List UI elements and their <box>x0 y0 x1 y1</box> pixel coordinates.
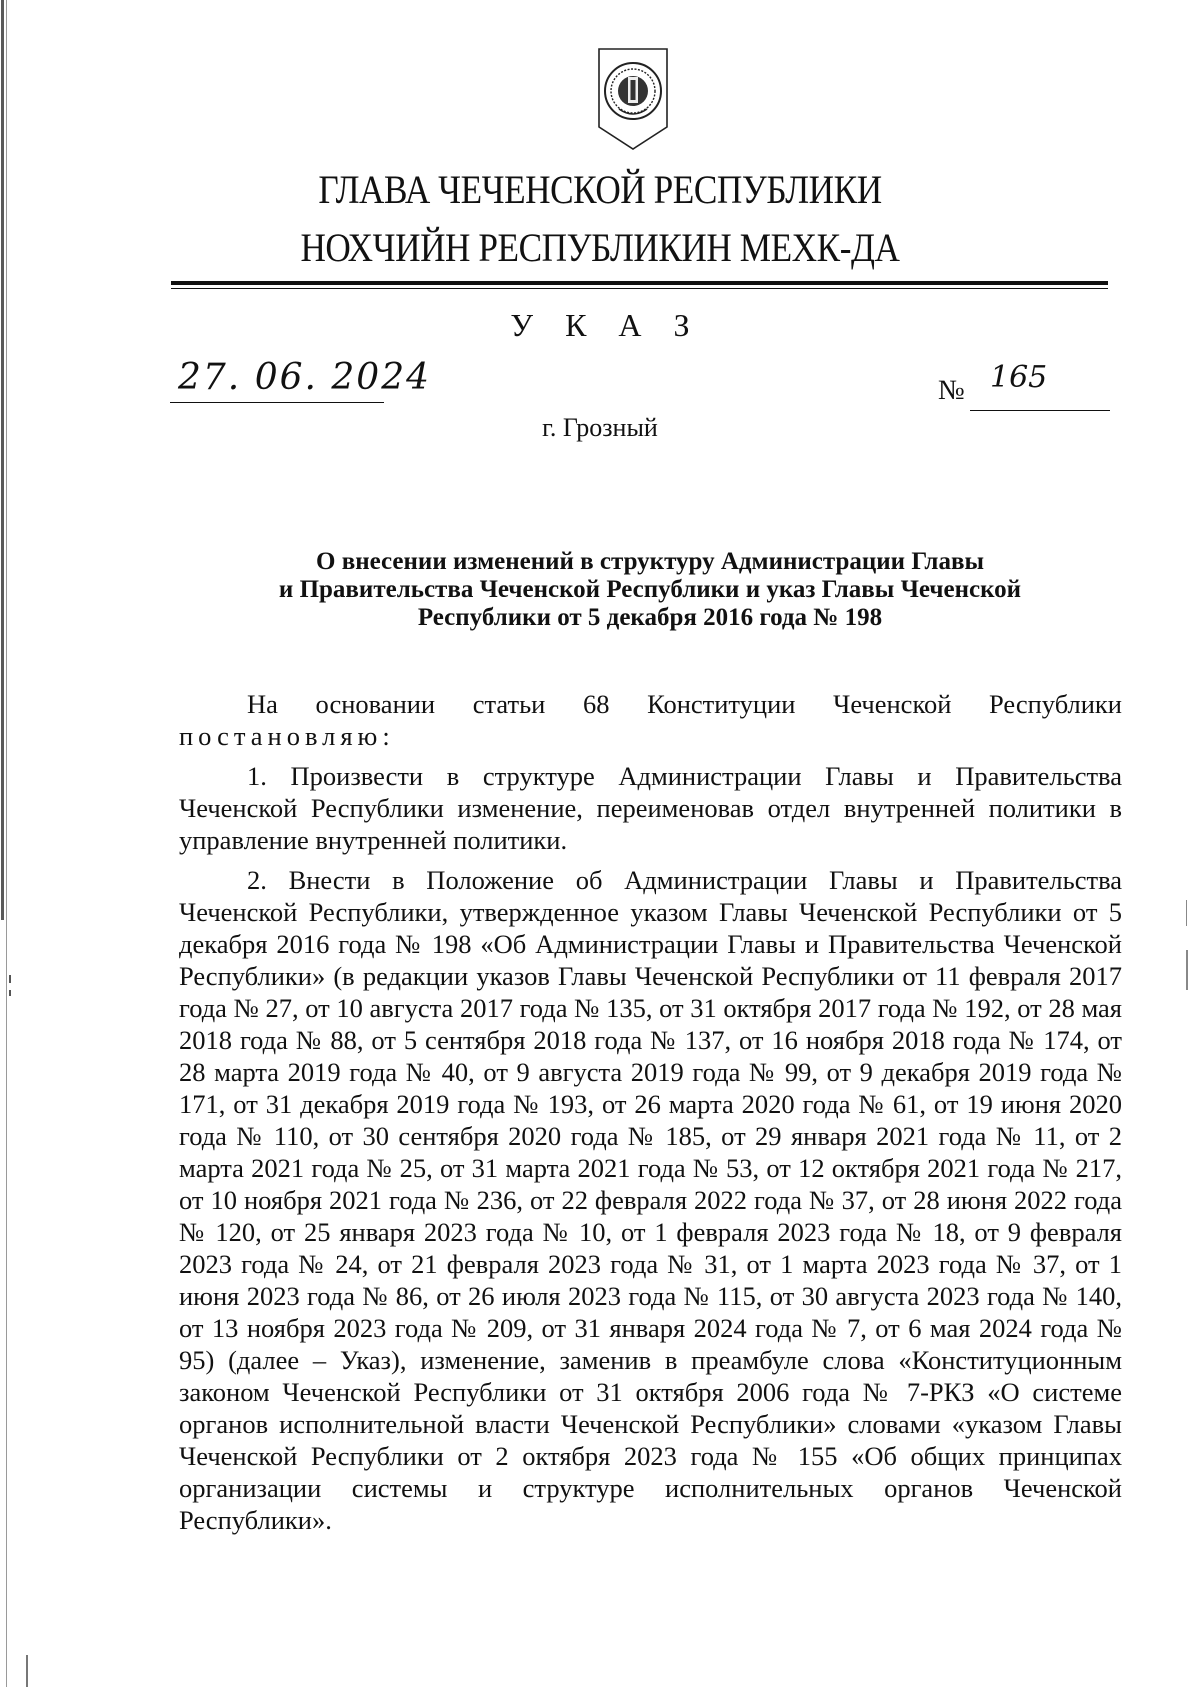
preamble-text: На основании статьи 68 Конституции Чеченской Республики <box>247 689 1122 719</box>
item-1-paragraph: 1. Произвести в структуре Администрации Главы и Правительства Чеченской Республики изменение, переименовав отдел внутренней политики в управление внутренней политики. <box>179 761 1122 855</box>
scan-speck <box>9 975 11 983</box>
coat-of-arms-icon <box>597 47 669 151</box>
title-line-1: О внесении изменений в структуру Администрации Главы <box>316 548 984 575</box>
scan-speck <box>1186 900 1187 926</box>
scan-speck <box>1186 950 1188 990</box>
scan-edge-line <box>6 0 7 1687</box>
header-line-2: НОХЧИЙН РЕСПУБЛИКИН МЕХК-ДА <box>300 225 900 270</box>
handwritten-date: 27. 06. 2024 <box>178 357 432 398</box>
header-line-1: ГЛАВА ЧЕЧЕНСКОЙ РЕСПУБЛИКИ <box>318 167 882 212</box>
number-underline <box>970 410 1110 411</box>
document-title <box>180 548 1120 632</box>
scan-edge-shadow <box>1 0 4 920</box>
item-2-paragraph: 2. Внести в Положение об Администрации Главы и Правительства Чеченской Республики, утвержденное указом Главы Чеченской Республики от 5 декабря 2016 года № 198 «Об Администрации Главы и Правительства Чеченской Республики» (в редакции указов Главы Чеченской Республики от 11 февраля 2017 года № 27, от 10 августа 2017 года № 135, от 31 октября 2017 года № 192, от 28 мая 2018 года № 88, от 5 сентября 2018 года № 137, от 16 ноября 2018 года № 174, от 28 марта 2019 года № 40, от 9 августа 2019 года № 99, от 9 декабря 2019 года № 171, от 31 декабря 2019 года № 193, от 26 марта 2020 года № 61, от 19 июня 2020 года № 110, от 30 сентября 2020 года № 185, от 29 января 2021 года № 11, от 2 марта 2021 года № 25, от 31 марта 2021 года № 53, от 12 октября 2021 года № 217, от 10 ноября 2021 года № 236, от 22 февраля 2022 года № 37, от 28 июня 2022 года № 120, от 25 января 2023 года № 10, от 1 февраля 2023 года № 18, от 9 февраля 2023 года № 24, от 21 февраля 2023 года № 31, от 1 марта 2023 года № 37, от 1 июня 2023 года № 86, от 26 июля 2023 года № 115, от 30 августа 2023 года № 140, от 13 ноября 2023 года № 209, от 31 января 2024 года № 7, от 6 мая 2024 года № 95) (далее – Указ), изменение, заменив в преамбуле слова «Конституционным законом Чеченской Республики от 31 октября 2006 года № 7-РКЗ «О системе органов исполнительной власти Чеченской Республики» словами «указом Главы Чеченской Республики от 2 октября 2023 года № 155 «Об общих принципах организации системы и структуре исполнительных органов Чеченской Республики». <box>179 865 1122 1535</box>
number-label: № <box>938 375 965 406</box>
preamble-paragraph <box>179 688 1122 752</box>
header-rule-thick <box>171 281 1108 285</box>
decree-word: постановляю: <box>179 721 395 751</box>
document-type: У К А З <box>510 307 702 343</box>
header-rule-thin <box>171 288 1108 289</box>
date-underline <box>170 402 384 403</box>
title-line-2: и Правительства Чеченской Республики и указ Главы Чеченской <box>278 576 1022 603</box>
handwritten-number: 165 <box>990 360 1048 395</box>
scan-edge-mark <box>26 1655 28 1687</box>
document-body <box>179 688 1122 1544</box>
title-line-3: Республики от 5 декабря 2016 года № 198 <box>417 604 883 631</box>
scan-speck <box>9 990 11 996</box>
city: г. Грозный <box>542 413 658 442</box>
